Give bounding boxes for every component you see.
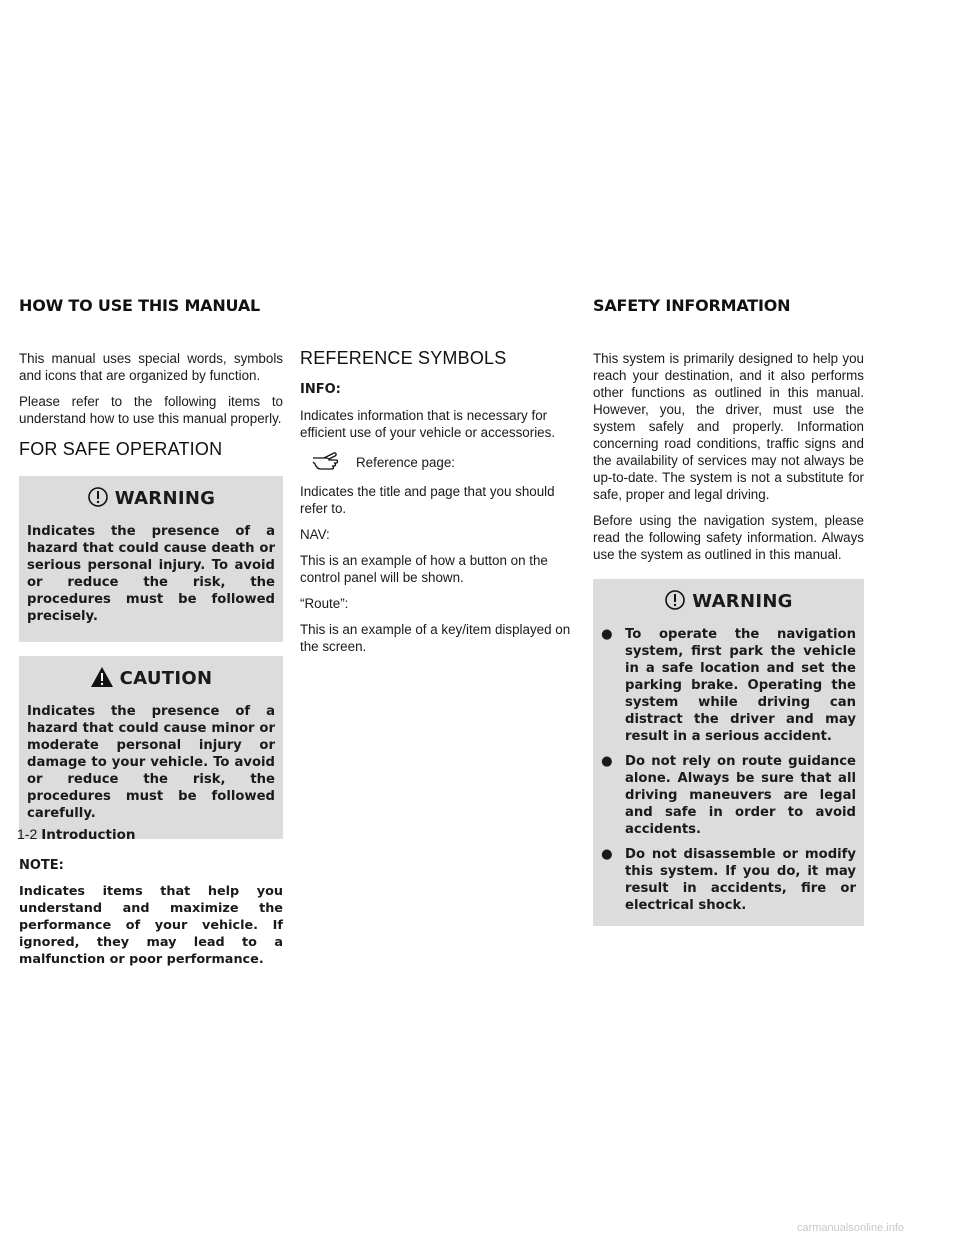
safety-paragraph-2: Before using the navigation system, please read the following safety information. Always use the system as outlined in this manual.: [593, 513, 864, 562]
column-2: [300, 350, 574, 664]
route-label: “Route”:: [300, 596, 349, 611]
safety-paragraph-1: This system is primarily designed to help you reach your destination, and it also performs other functions as outlined in this manual. However, you, the driver, must use the system safely and properly. Information concerning road conditions, traffic signs and the availability of services may not always be up-to-date. The system is not a substitute for safe, proper and legal driving.: [593, 351, 864, 502]
intro-paragraph-1: This manual uses special words, symbols and icons that are organized by function.: [19, 351, 283, 383]
warning-text: Indicates the presence of a hazard that could cause death or serious personal injury. To avoid or reduce the risk, the procedures must be followed precisely.: [27, 524, 275, 624]
info-text: Indicates information that is necessary for efficient use of your vehicle or accessories.: [300, 408, 556, 440]
warning-box: [19, 476, 283, 642]
reference-page-line: [312, 450, 574, 474]
section-name: Introduction: [41, 827, 136, 843]
reference-text: Indicates the title and page that you should refer to.: [300, 484, 555, 516]
hand-pointer-icon: [312, 450, 344, 474]
watermark: carmanualsonline.info: [797, 1222, 905, 1234]
subheading-safe-operation: FOR SAFE OPERATION: [19, 439, 223, 459]
safety-warning-list: [601, 626, 856, 914]
caution-text: Indicates the presence of a hazard that could cause minor or moderate personal injury or damage to your vehicle. To avoid or reduce the risk, the procedures must be followed carefully.: [27, 704, 275, 821]
nav-text: This is an example of how a button on the control panel will be shown.: [300, 553, 548, 585]
subheading-reference-symbols: REFERENCE SYMBOLS: [300, 348, 507, 368]
list-item: ● To operate the navigation system, first park the vehicle in a safe location and set the parking brake. Operating the system while driving can distract the driver and may result in a serious accident.: [601, 627, 856, 744]
caution-triangle-icon: [90, 666, 114, 691]
heading-how-to-use: HOW TO USE THIS MANUAL: [19, 296, 261, 315]
caution-title: CAUTION: [27, 666, 275, 691]
note-text: Indicates items that help you understand and maximize the performance of your vehicle. If ignored, they may lead to a malfunction or poor performance.: [19, 884, 283, 967]
safety-warning-title: WARNING: [601, 589, 856, 614]
intro-paragraph-2: Please refer to the following items to understand how to use this manual properly.: [19, 394, 283, 426]
page-number: 1-2: [17, 826, 38, 842]
bullet-icon: ●: [601, 754, 613, 769]
bullet-icon: ●: [601, 627, 613, 642]
caution-box: [19, 656, 283, 839]
warning-circle-icon: [87, 486, 109, 511]
nav-label: NAV:: [300, 527, 330, 542]
top-margin: [0, 0, 960, 275]
safety-warning-box: [593, 579, 864, 926]
column-3: [593, 350, 864, 940]
heading-safety-information: SAFETY INFORMATION: [593, 296, 791, 315]
info-label: INFO:: [300, 382, 341, 397]
reference-page-label: Reference page:: [356, 454, 456, 470]
warning-circle-icon: [664, 589, 686, 614]
note-label: NOTE:: [19, 858, 64, 873]
warning-title: WARNING: [27, 486, 275, 511]
column-1: [19, 350, 283, 977]
route-text: This is an example of a key/item displayed on the screen.: [300, 622, 571, 654]
bullet-icon: ●: [601, 847, 613, 862]
list-item: ● Do not disassemble or modify this system. If you do, it may result in accidents, fire or electrical shock.: [601, 847, 856, 913]
list-item: ● Do not rely on route guidance alone. Always be sure that all driving maneuvers are legal and safe in order to avoid accidents.: [601, 754, 856, 837]
page-footer: [17, 826, 136, 843]
